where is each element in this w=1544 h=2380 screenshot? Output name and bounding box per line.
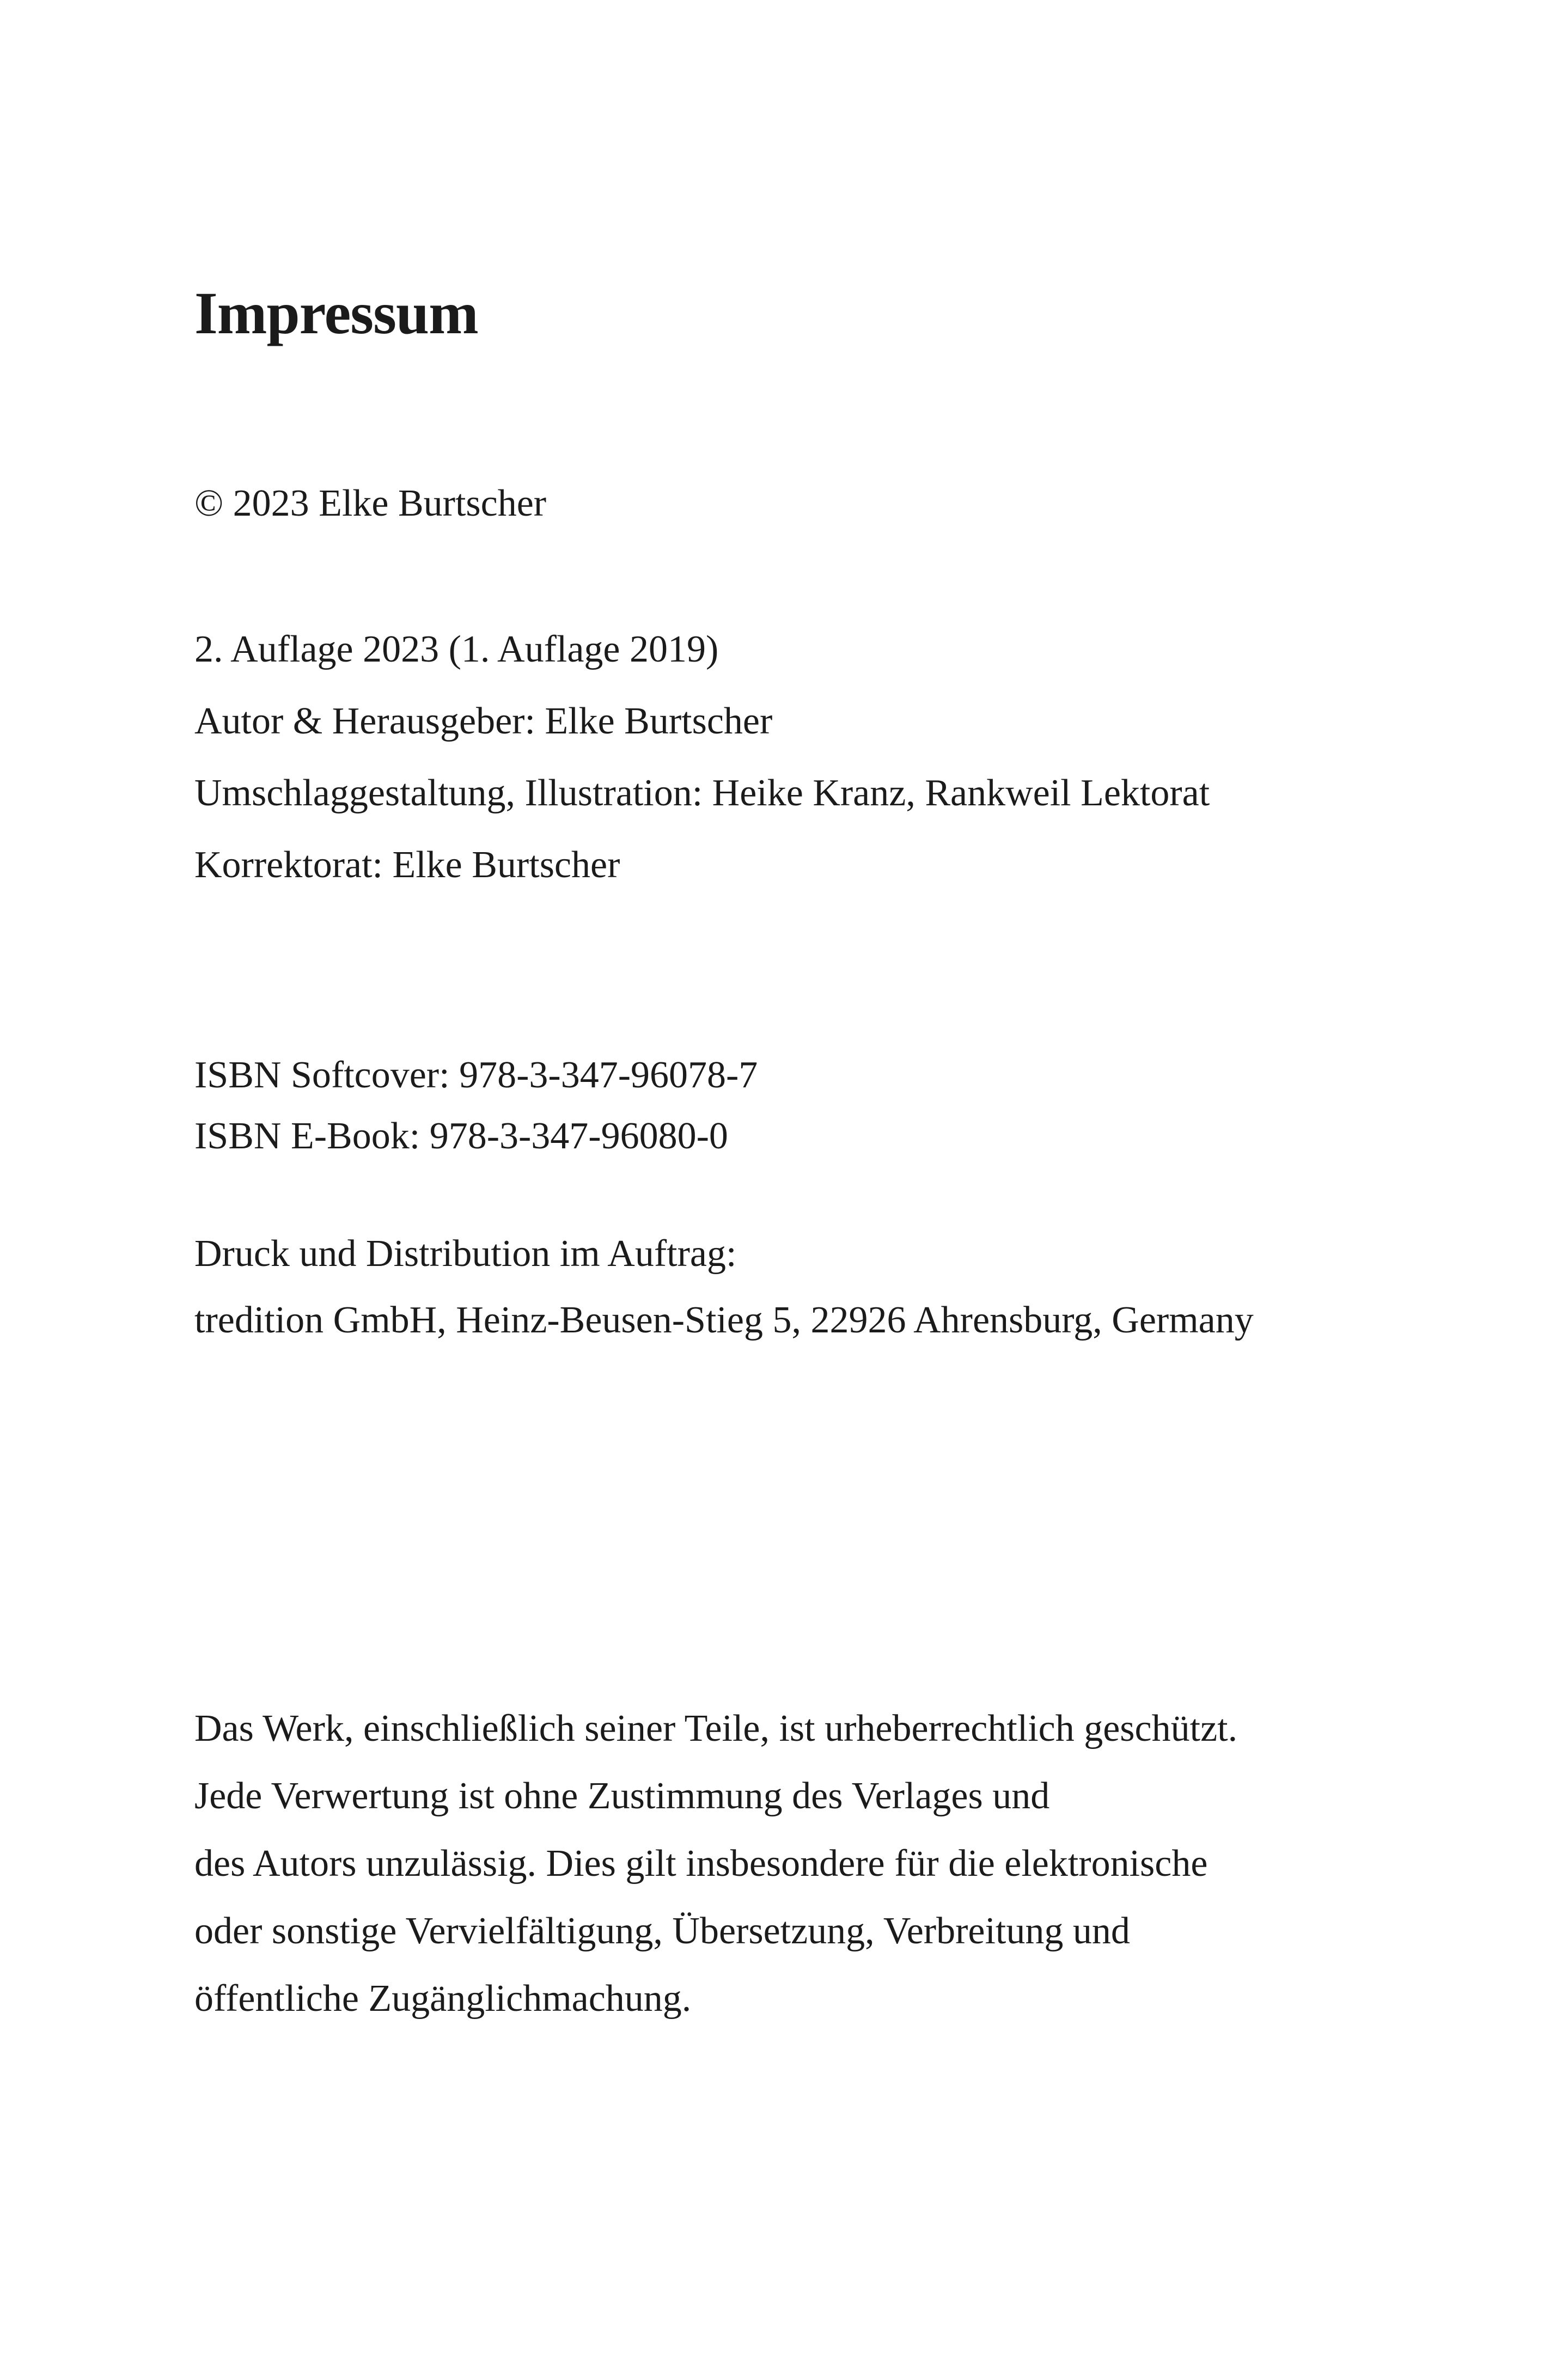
legal-notice-line: oder sonstige Vervielfältigung, Übersetzung, Verbreitung und — [194, 1910, 1130, 1952]
proofreading-line: Korrektorat: Elke Burtscher — [194, 844, 620, 886]
legal-notice-line: Jede Verwertung ist ohne Zustimmung des Verlages und — [194, 1775, 1050, 1817]
cover-illustration-line: Umschlaggestaltung, Illustration: Heike Kranz, Rankweil Lektorat — [194, 772, 1210, 814]
distribution-address-line: tredition GmbH, Heinz-Beusen-Stieg 5, 22926 Ahrensburg, Germany — [194, 1299, 1254, 1341]
legal-notice-line: Das Werk, einschließlich seiner Teile, ist urheberrechtlich geschützt. — [194, 1708, 1238, 1749]
isbn-ebook-line: ISBN E-Book: 978-3-347-96080-0 — [194, 1115, 728, 1157]
distribution-heading-line: Druck und Distribution im Auftrag: — [194, 1233, 737, 1275]
isbn-softcover-line: ISBN Softcover: 978-3-347-96078-7 — [194, 1054, 758, 1096]
copyright-line: © 2023 Elke Burtscher — [194, 482, 547, 524]
edition-line: 2. Auflage 2023 (1. Auflage 2019) — [194, 628, 719, 670]
author-publisher-line: Autor & Herausgeber: Elke Burtscher — [194, 700, 773, 742]
legal-notice-line: öffentliche Zugänglichmachung. — [194, 1978, 692, 2020]
legal-notice-line: des Autors unzulässig. Dies gilt insbesondere für die elektronische — [194, 1843, 1208, 1885]
page-title: Impressum — [194, 280, 478, 346]
